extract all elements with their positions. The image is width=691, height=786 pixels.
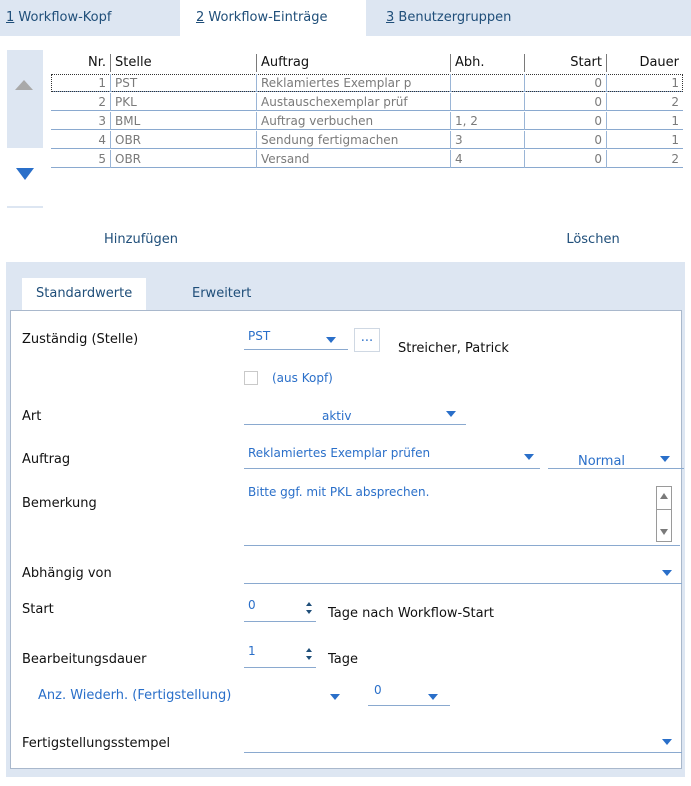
repeat-label: Anz. Wiederh. (Fertigstellung) bbox=[38, 688, 232, 703]
start-value: 0 bbox=[248, 598, 256, 612]
duration-value: 1 bbox=[248, 644, 256, 658]
cell-start: 0 bbox=[525, 93, 607, 111]
cell-auftrag: Versand bbox=[257, 150, 451, 168]
chevron-down-icon[interactable] bbox=[446, 411, 456, 417]
decrement-icon[interactable] bbox=[306, 610, 312, 614]
col-header-abh[interactable]: Abh. bbox=[451, 54, 525, 72]
duration-suffix: Tage bbox=[328, 652, 359, 667]
repeat-value: 0 bbox=[374, 683, 382, 697]
priority-value: Normal bbox=[578, 454, 626, 469]
tab-hotkey: 1 bbox=[6, 10, 15, 25]
remark-label: Bemerkung bbox=[22, 496, 97, 511]
cell-dauer: 1 bbox=[671, 114, 679, 128]
cell-auftrag: Sendung fertigmachen bbox=[257, 131, 451, 149]
cell-stelle: PST bbox=[111, 74, 257, 92]
chevron-down-icon[interactable] bbox=[428, 694, 438, 700]
remark-value: Bitte ggf. mit PKL absprechen. bbox=[248, 485, 430, 499]
cell-nr: 4 bbox=[51, 131, 111, 149]
cell-auftrag: Austauschexemplar prüf bbox=[257, 93, 451, 111]
table-row[interactable] bbox=[51, 131, 683, 149]
start-label: Start bbox=[22, 602, 54, 617]
table-row[interactable] bbox=[51, 150, 683, 168]
cell-auftrag: Reklamiertes Exemplar p bbox=[257, 74, 451, 92]
decrement-icon[interactable] bbox=[306, 656, 312, 660]
cell-stelle: OBR bbox=[111, 131, 257, 149]
move-up-icon[interactable] bbox=[15, 80, 33, 90]
move-down-icon[interactable] bbox=[16, 168, 34, 180]
table-row[interactable] bbox=[51, 112, 683, 130]
cell-nr: 3 bbox=[51, 112, 111, 130]
depends-select[interactable] bbox=[244, 560, 682, 584]
remark-scrollbar[interactable] bbox=[656, 486, 672, 542]
tab-label: Benutzergruppen bbox=[394, 10, 512, 25]
cell-stelle: PKL bbox=[111, 93, 257, 111]
tab-benutzergruppen[interactable] bbox=[380, 0, 517, 36]
cell-start: 0 bbox=[525, 74, 607, 92]
tab-hotkey: 2 bbox=[196, 10, 205, 25]
add-button[interactable]: Hinzufügen bbox=[52, 220, 230, 260]
col-header-start[interactable]: Start bbox=[525, 54, 607, 72]
table-row[interactable] bbox=[51, 74, 683, 92]
scrollbar-divider bbox=[657, 509, 671, 510]
chevron-down-icon[interactable] bbox=[524, 454, 534, 460]
task-value: Reklamiertes Exemplar prüfen bbox=[248, 446, 431, 460]
cell-dauer: 1 bbox=[671, 76, 679, 90]
cell-start: 0 bbox=[525, 150, 607, 168]
cell-nr: 1 bbox=[51, 74, 111, 92]
stamp-select[interactable] bbox=[244, 729, 682, 753]
cell-start: 0 bbox=[525, 131, 607, 149]
cell-nr: 5 bbox=[51, 150, 111, 168]
chevron-down-icon[interactable] bbox=[662, 739, 672, 745]
type-label: Art bbox=[22, 409, 42, 424]
start-suffix: Tage nach Workflow-Start bbox=[328, 606, 495, 621]
table-header bbox=[51, 54, 683, 72]
cell-abh: 1, 2 bbox=[451, 112, 525, 130]
tab-standardwerte[interactable]: Standardwerte bbox=[22, 278, 146, 310]
cell-dauer: 2 bbox=[671, 152, 679, 166]
cell-abh bbox=[451, 93, 525, 111]
from-head-label: (aus Kopf) bbox=[272, 371, 333, 385]
col-header-dauer[interactable]: Dauer bbox=[639, 55, 679, 70]
tab-label: Workflow-Kopf bbox=[14, 10, 112, 25]
stamp-label: Fertigstellungsstempel bbox=[22, 736, 171, 751]
chevron-down-icon[interactable] bbox=[662, 570, 672, 576]
increment-icon[interactable] bbox=[306, 648, 312, 652]
scroll-up-icon[interactable] bbox=[660, 493, 668, 499]
lookup-button[interactable]: ... bbox=[354, 328, 380, 352]
tab-workflow-kopf[interactable] bbox=[0, 0, 117, 36]
cell-start: 0 bbox=[525, 112, 607, 130]
type-select[interactable] bbox=[244, 401, 466, 425]
tab-label: Workflow-Einträge bbox=[204, 10, 328, 25]
col-header-auftrag[interactable]: Auftrag bbox=[257, 54, 451, 72]
tab-erweitert[interactable]: Erweitert bbox=[192, 286, 252, 301]
cell-abh: 4 bbox=[451, 150, 525, 168]
col-header-stelle[interactable]: Stelle bbox=[111, 54, 257, 72]
col-header-nr[interactable]: Nr. bbox=[51, 54, 111, 72]
task-label: Auftrag bbox=[22, 452, 71, 467]
cell-abh: 3 bbox=[451, 131, 525, 149]
cell-stelle: OBR bbox=[111, 150, 257, 168]
cell-abh bbox=[451, 74, 525, 92]
scroll-down-icon[interactable] bbox=[660, 529, 668, 535]
type-value: aktiv bbox=[322, 409, 352, 423]
responsible-label: Zuständig (Stelle) bbox=[22, 332, 139, 347]
cell-auftrag: Auftrag verbuchen bbox=[257, 112, 451, 130]
cell-dauer: 1 bbox=[671, 133, 679, 147]
from-head-checkbox[interactable] bbox=[244, 371, 258, 385]
cell-dauer: 2 bbox=[671, 95, 679, 109]
chevron-down-icon[interactable] bbox=[326, 337, 336, 343]
top-tab-bar bbox=[0, 0, 691, 36]
table-row[interactable] bbox=[51, 93, 683, 111]
chevron-down-icon[interactable] bbox=[330, 694, 340, 700]
responsible-value: PST bbox=[248, 329, 271, 343]
duration-label: Bearbeitungsdauer bbox=[22, 652, 147, 667]
cell-nr: 2 bbox=[51, 93, 111, 111]
increment-icon[interactable] bbox=[306, 602, 312, 606]
cell-stelle: BML bbox=[111, 112, 257, 130]
chevron-down-icon[interactable] bbox=[660, 456, 670, 462]
responsible-name: Streicher, Patrick bbox=[398, 341, 509, 356]
tab-hotkey: 3 bbox=[386, 10, 395, 25]
tab-workflow-eintraege[interactable] bbox=[180, 0, 366, 36]
depends-label: Abhängig von bbox=[22, 566, 112, 581]
delete-button[interactable]: Löschen bbox=[504, 220, 682, 260]
